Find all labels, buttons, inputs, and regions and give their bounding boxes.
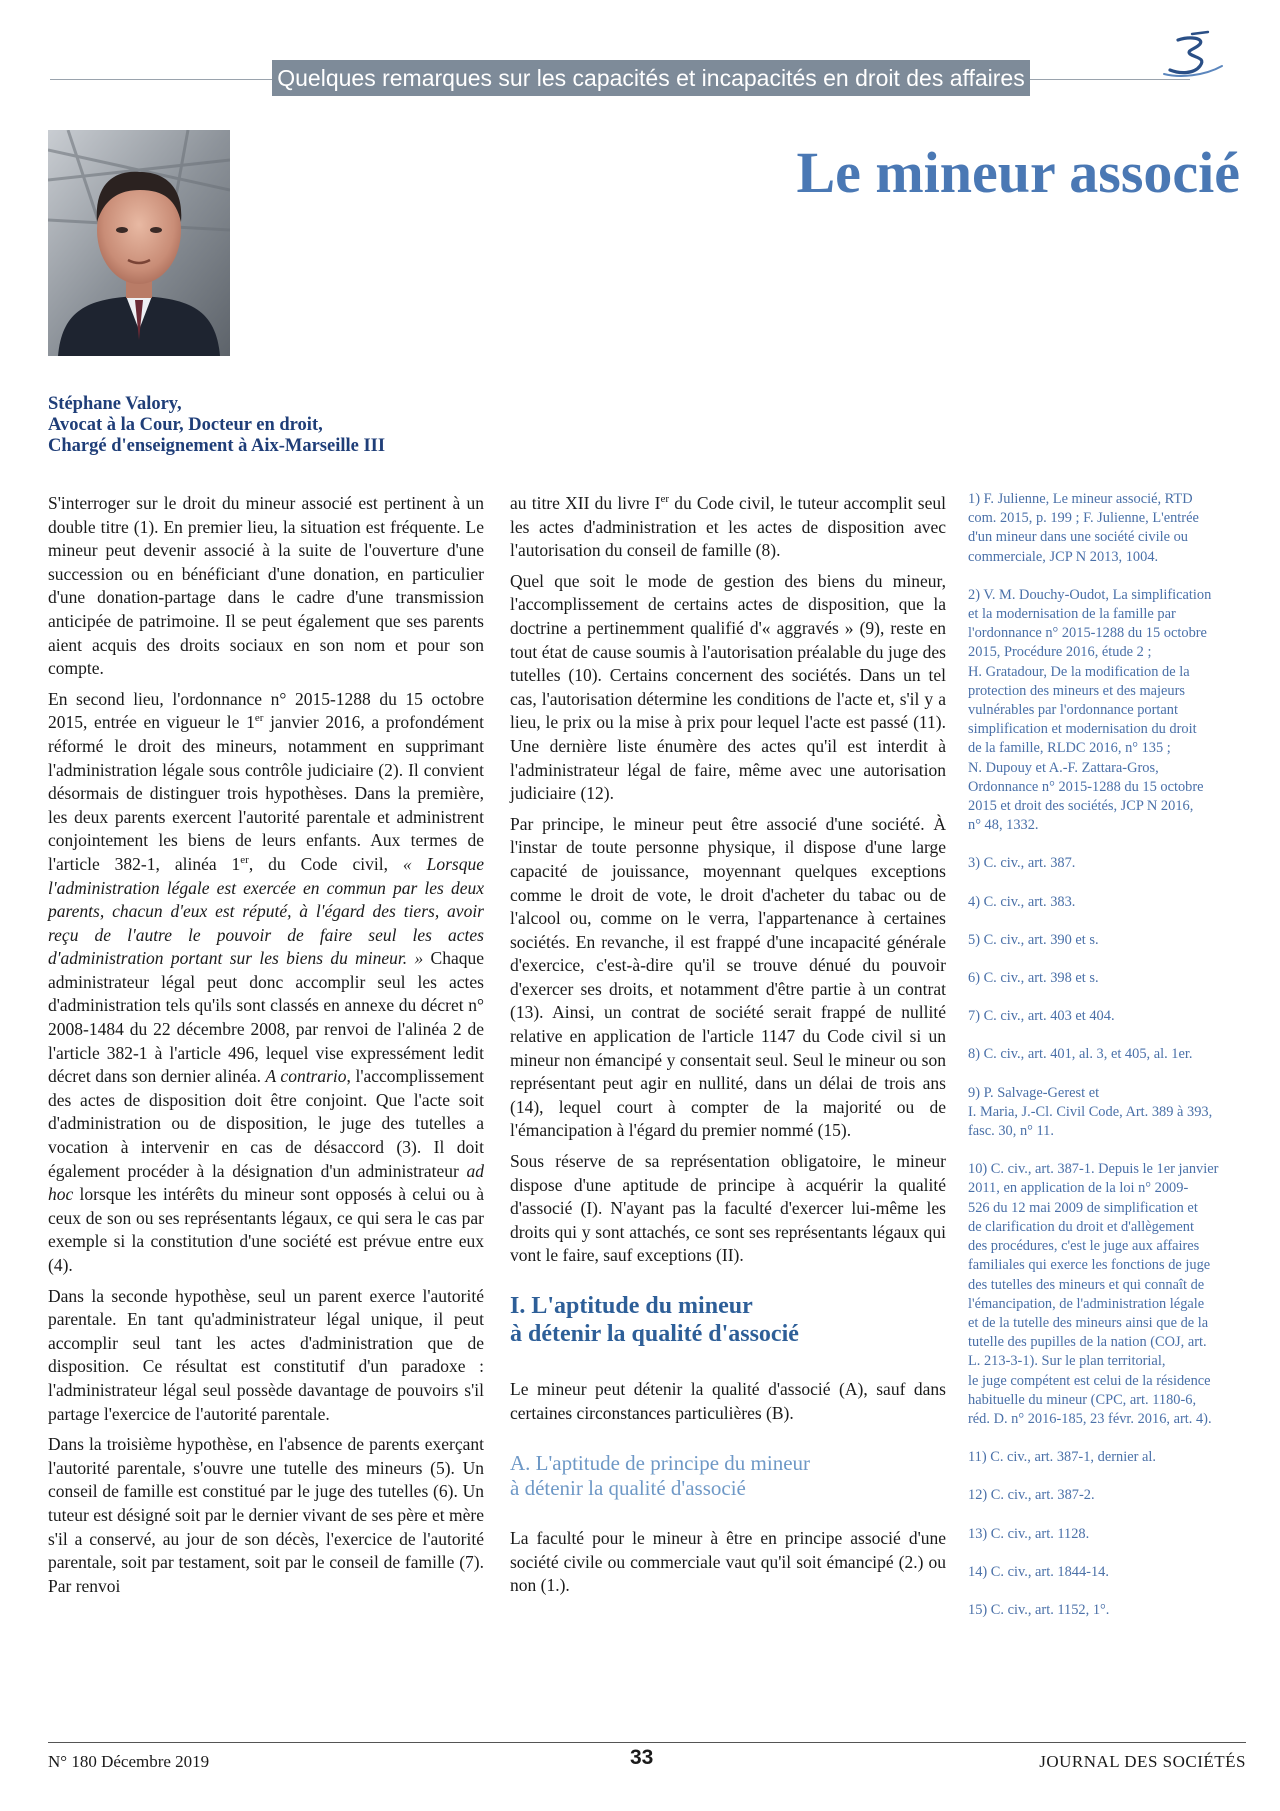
footnote-9: [968, 1084, 1246, 1142]
footnote-line: tutelle des pupilles de la nation (COJ, art.: [968, 1334, 1207, 1351]
footnote-line: com. 2015, p. 199 ; F. Julienne, L'entrée: [968, 510, 1199, 527]
footnote-12: 12) C. civ., art. 387-2.: [968, 1487, 1095, 1504]
author-name: Stéphane Valory,: [48, 394, 182, 414]
footnote-line: L. 213-3-1). Sur le plan territorial,: [968, 1353, 1166, 1370]
paragraph: S'interroger sur le droit du mineur associé est pertinent à un double titre (1). En premier lieu, la situation est fréquente. Le mineur peut devenir associé à la suite de l'ouverture d'une succession ou en bénéficiant d'une donation, en particulier d'une donation-partage dans le cadre d'une transmission anticipée de patrimoine. Il se peut également que ses parents aient acquis des droits sociaux en son nom et pour son compte.: [48, 493, 484, 679]
paragraph: Quel que soit le mode de gestion des biens du mineur, l'accomplissement de certains actes de disposition, que la doctrine a pertinemment qualifié d'« aggravés » (9), reste en tout état de cause soumis à l'autorisation préalable du juge des tutelles (10). Certains concernent des sociétés. Dans un tel cas, l'autorisation détermine les conditions de l'acte et, s'il y a lieu, le prix ou la mise à prix pour lequel l'acte est passé (11). Une dernière liste énumère des actes qu'il est interdit à l'administrateur légal de faire, même avec une autorisation judiciaire (12).: [510, 570, 946, 804]
footnote-5: 5) C. civ., art. 390 et s.: [968, 931, 1099, 948]
footnote-4: 4) C. civ., art. 383.: [968, 893, 1076, 910]
footnote-line: d'un mineur dans une société civile ou: [968, 529, 1188, 546]
footnote-7: 7) C. civ., art. 403 et 404.: [968, 1008, 1115, 1025]
footnote-line: 9) P. Salvage-Gerest et: [968, 1084, 1100, 1101]
footnote-line: I. Maria, J.-Cl. Civil Code, Art. 389 à 393,: [968, 1103, 1213, 1120]
paragraph: En second lieu, l'ordonnance n° 2015-1288 du 15 octobre 2015, entrée en vigueur le 1er janvier 2016, a profondément réformé le droit des mineurs, notamment en supprimant l'administration légale sous contrôle judiciaire (2). Il convient désormais de distinguer trois hypothèses. Dans la première, les deux parents exercent l'autorité parentale et administrent conjointement les biens de leurs enfants. Aux termes de l'article 382-1, alinéa 1er, du Code civil, « Lorsque l'administration légale est exercée en commun par les deux parents, chacun d'eux est réputé, à l'égard des tiers, avoir reçu de l'autre le pouvoir de faire seul les actes d'administration portant sur les biens du mineur. » Chaque administrateur légal peut donc accomplir seul les actes d'administration tels qu'ils sont classés en annexe du décret n° 2008-1484 du 22 décembre 2008, par renvoi de l'alinéa 2 de l'article 382-1 à l'article 496, lequel vise expressément ledit décret dans son dernier alinéa. A contrario, l'accomplissement des actes de disposition doit être conjoint. Que l'acte soit d'administration ou de disposition, le juge des tutelles a vocation à intervenir en cas de désaccord (3). Il doit également procéder à la désignation d'un administrateur ad hoc lorsque les intérêts du mineur sont opposés à celui ou à ceux de son ou ses représentants légaux, ce qui sera le cas par exemple si la constitution d'une société est prévue entre eux (4).: [48, 688, 484, 1275]
paragraph: au titre XII du livre Ier du Code civil, le tuteur accomplit seul les actes d'administration et les actes de disposition avec l'autorisation du conseil de famille (8).: [510, 493, 946, 561]
paragraph: Dans la seconde hypothèse, seul un parent exerce l'autorité parentale. En tant qu'administrateur légal unique, il peut accomplir seul tant les actes d'administration que de disposition. Ce résultat est constitutif d'un paradoxe : l'administrateur légal seul possède davantage de pouvoirs s'il partage l'exercice de l'autorité parentale.: [48, 1285, 484, 1424]
footnote-line: 2011, en application de la loi n° 2009-: [968, 1180, 1189, 1197]
author-portrait: [48, 130, 230, 356]
paragraph: Dans la troisième hypothèse, en l'absence de parents exerçant l'autorité parentale, s'ouvre une tutelle des mineurs (5). Un conseil de famille est constitué par le juge des tutelles (6). Un tuteur est désigné soit par le dernier vivant de ses père et mère s'il a conservé, au jour de son décès, l'exercice de l'autorité parentale, soit par testament, soit par le conseil de famille (7). Par renvoi: [48, 1434, 484, 1596]
footnote-line: 1) F. Julienne, Le mineur associé, RTD: [968, 491, 1193, 507]
issue-info: N° 180 Décembre 2019: [48, 1752, 210, 1771]
footnote-13: 13) C. civ., art. 1128.: [968, 1525, 1090, 1542]
footnote-line: H. Gratadour, De la modification de la: [968, 663, 1190, 680]
footnote-line: l'ordonnance n° 2015-1288 du 15 octobre: [968, 625, 1207, 642]
footnote-line: réd. D. n° 2016-185, 23 févr. 2016, art. 4).: [968, 1410, 1212, 1427]
footnote-line: 2015 et droit des sociétés, JCP N 2016,: [968, 798, 1194, 815]
footnote-line: 2) V. M. Douchy-Oudot, La simplification: [968, 586, 1212, 603]
footnote-line: Ordonnance n° 2015-1288 du 15 octobre: [968, 778, 1204, 795]
footnotes: [968, 490, 1246, 1639]
footnote-2: [968, 586, 1246, 836]
journal-name: JOURNAL DES SOCIÉTÉS: [1039, 1752, 1246, 1771]
footnote-line: de la famille, RLDC 2016, n° 135 ;: [968, 740, 1171, 757]
footnote-14: 14) C. civ., art. 1844-14.: [968, 1563, 1109, 1580]
paragraph: Le mineur peut détenir la qualité d'associé (A), sauf dans certaines circonstances particulières (B).: [510, 1379, 946, 1423]
footnote-line: et de la tutelle des mineurs ainsi que de la: [968, 1314, 1209, 1331]
page-number: 33: [630, 1746, 654, 1769]
footnote-8: 8) C. civ., art. 401, al. 3, et 405, al. 1er.: [968, 1046, 1193, 1063]
footnote-line: l'émancipation, de l'administration légale: [968, 1295, 1205, 1312]
column-2: [510, 492, 946, 1605]
quotation: « Lorsque l'administration légale est exercée en commun par les deux parents, chacun d'eux est réputé, à l'égard des tiers, avoir reçu de l'autre le pouvoir de faire seul les actes d'administration portant sur les biens du mineur. »: [48, 853, 484, 969]
footnote-1: [968, 490, 1246, 567]
footnote-line: des tutelles des mineurs et qui connaît de: [968, 1276, 1205, 1293]
author-role: Avocat à la Cour, Docteur en droit,: [48, 415, 323, 435]
footnote-line: et la modernisation de la famille par: [968, 606, 1176, 623]
footnote-6: 6) C. civ., art. 398 et s.: [968, 970, 1099, 987]
header-band: Quelques remarques sur les capacités et incapacités en droit des affaires: [272, 60, 1030, 96]
footnote-line: vulnérables par l'ordonnance portant: [968, 702, 1178, 719]
section-heading-1: I. L'aptitude du mineur à détenir la qualité d'associé: [510, 1293, 799, 1347]
footnote-11: 11) C. civ., art. 387-1, dernier al.: [968, 1449, 1156, 1466]
footnote-line: simplification et modernisation du droit: [968, 721, 1197, 738]
author-affiliation: Chargé d'enseignement à Aix-Marseille III: [48, 436, 386, 456]
footnote-15: 15) C. civ., art. 1152, 1°.: [968, 1601, 1110, 1618]
footnote-line: N. Dupouy et A.-F. Zattara-Gros,: [968, 759, 1159, 776]
journal-logo-icon: [1160, 30, 1224, 82]
footnote-line: 2015, Procédure 2016, étude 2 ;: [968, 644, 1152, 661]
footnote-line: familiales qui exerce les fonctions de juge: [968, 1257, 1211, 1274]
footnote-line: fasc. 30, n° 11.: [968, 1123, 1054, 1140]
footnote-line: 526 du 12 mai 2009 de simplification et: [968, 1199, 1198, 1216]
page-title: Le mineur associé: [796, 140, 1240, 205]
footnote-line: protection des mineurs et des majeurs: [968, 682, 1185, 699]
footnote-line: 10) C. civ., art. 387-1. Depuis le 1er janvier: [968, 1161, 1219, 1178]
footer-rule: [48, 1742, 1246, 1743]
author-block: [48, 394, 518, 457]
footnote-line: de clarification du droit et d'allègement: [968, 1218, 1194, 1235]
footnote-line: des procédures, c'est le juge aux affaires: [968, 1238, 1200, 1255]
footnote-line: commerciale, JCP N 2013, 1004.: [968, 548, 1159, 565]
footnote-line: n° 48, 1332.: [968, 817, 1039, 834]
paragraph: Sous réserve de sa représentation obligatoire, le mineur dispose d'une aptitude de principe à acquérir la qualité d'associé (I). N'ayant pas la faculté d'exercer lui-même les droits qui y sont attachés, ce sont ses représentants légaux qui vont le faire, sauf exceptions (II).: [510, 1151, 946, 1266]
paragraph: Par principe, le mineur peut être associé d'une société. À l'instar de toute personne physique, il dispose d'une large capacité de jouissance, moyennant quelques exceptions comme le droit de vote, le droit d'acheter du tabac ou de l'alcool ou, comme on le verra, l'appartenance à certaines sociétés. En revanche, il est frappé d'une incapacité générale d'exercice, c'est-à-dire qu'il se trouve dénué du pouvoir d'exercer ses droits, et notamment d'être partie à un contrat (13). Ainsi, un contrat de société serait frappé de nullité relative en application de l'article 1147 du Code civil si un mineur non émancipé y consentait seul. Seul le mineur ou son représentant peut agir en nullité, dans un délai de trois ans (14), lequel court à compter de la majorité ou de l'émancipation à l'égard du premier nommé (15).: [510, 813, 946, 1141]
column-1: [48, 492, 484, 1605]
footnote-line: habituelle du mineur (CPC, art. 1180-6,: [968, 1391, 1197, 1408]
footnote-10: [968, 1160, 1246, 1429]
subsection-heading-a: A. L'aptitude de principe du mineur à détenir la qualité d'associé: [510, 1451, 811, 1501]
paragraph: La faculté pour le mineur à être en principe associé d'une société civile ou commerciale vaut qu'il soit émancipé (2.) ou non (1.).: [510, 1528, 946, 1596]
footnote-3: 3) C. civ., art. 387.: [968, 855, 1076, 872]
footnote-line: le juge compétent est celui de la résidence: [968, 1372, 1211, 1389]
